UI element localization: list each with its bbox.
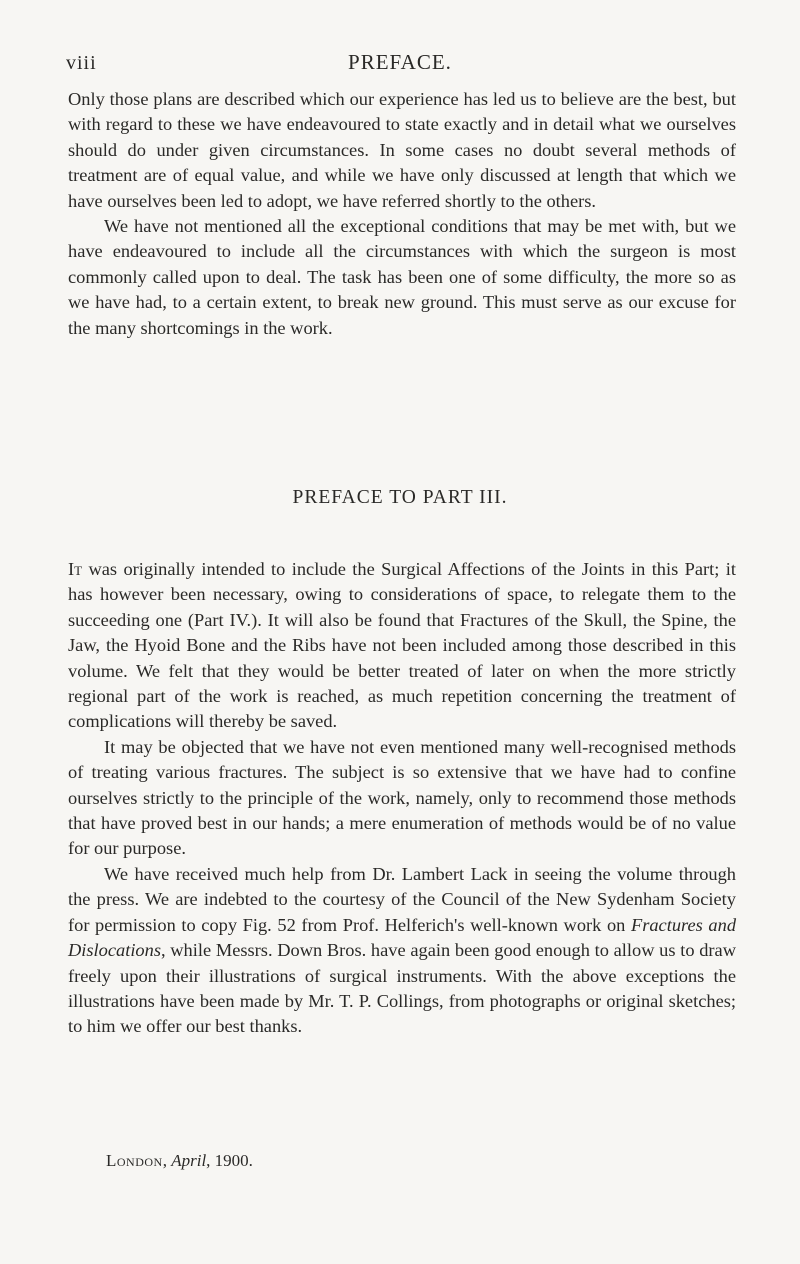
running-head: PREFACE. xyxy=(348,50,452,74)
paragraph-text: was originally intended to include the Surgical Affections of the Joints in this Part; it has however been necessary, owing to considerations of space, to relegate them to the succeeding one (Part IV.). It will also be found that Fractures of the Skull, the Spine, the Jaw, the Hyoid Bone and the Ribs have not been included among those described in this volume. We felt that they would be better treated of later on when the more strictly regional part of the work is reached, as much repetition concerning the treatment of complications will thereby be saved. xyxy=(68,559,736,732)
signoff: London, April, 1900. xyxy=(106,1151,253,1170)
page-number: viii xyxy=(66,52,97,74)
lead-word: It xyxy=(68,559,83,579)
part-three-preface-body xyxy=(68,557,736,1040)
signoff-place: London xyxy=(106,1151,163,1170)
paragraph: Only those plans are described which our experience has led us to believe are the best, but with regard to these we have endeavoured to state exactly and in detail what we ourselves should do under given circumstances. In some cases no doubt several methods of treatment are of equal value, and while we have only discussed at length that which we have ourselves been led to adopt, we have referred shortly to the others. xyxy=(68,89,736,211)
paragraph xyxy=(68,862,736,1040)
paragraph-text: , while Messrs. Down Bros. have again been good enough to allow us to draw freely upon their illustrations of surgical instruments. With the above exceptions the illustrations have been made by Mr. T. P. Collings, from photographs or original sketches; to him we offer our best thanks. xyxy=(68,940,736,1037)
signoff-year: 1900. xyxy=(214,1151,253,1170)
paragraph xyxy=(68,557,736,735)
signoff-month: April xyxy=(171,1151,207,1170)
preface-body xyxy=(68,87,736,341)
section-heading: PREFACE TO PART III. xyxy=(292,487,508,508)
book-title: Fractures and Dislocations xyxy=(68,914,737,961)
paragraph: It may be objected that we have not even mentioned many well-recognised methods of treating various fractures. The subject is so extensive that we have had to confine ourselves strictly to the principle of the work, namely, only to recommend those methods that have proved best in our hands; a mere enumeration of methods would be of no value for our purpose. xyxy=(68,736,736,859)
paragraph: We have not mentioned all the exceptional conditions that may be met with, but we have endeavoured to include all the circumstances with which the surgeon is most commonly called upon to deal. The task has been one of some difficulty, the more so as we have had, to a certain extent, to break new ground. This must serve as our excuse for the many shortcomings in the work. xyxy=(68,216,736,338)
paragraph-text: We have received much help from Dr. Lambert Lack in seeing the volume through the press. We are indebted to the courtesy of the Council of the New Sydenham Society for permission to copy Fig. 52 from Prof. Helferich's well-known work on xyxy=(68,863,736,935)
